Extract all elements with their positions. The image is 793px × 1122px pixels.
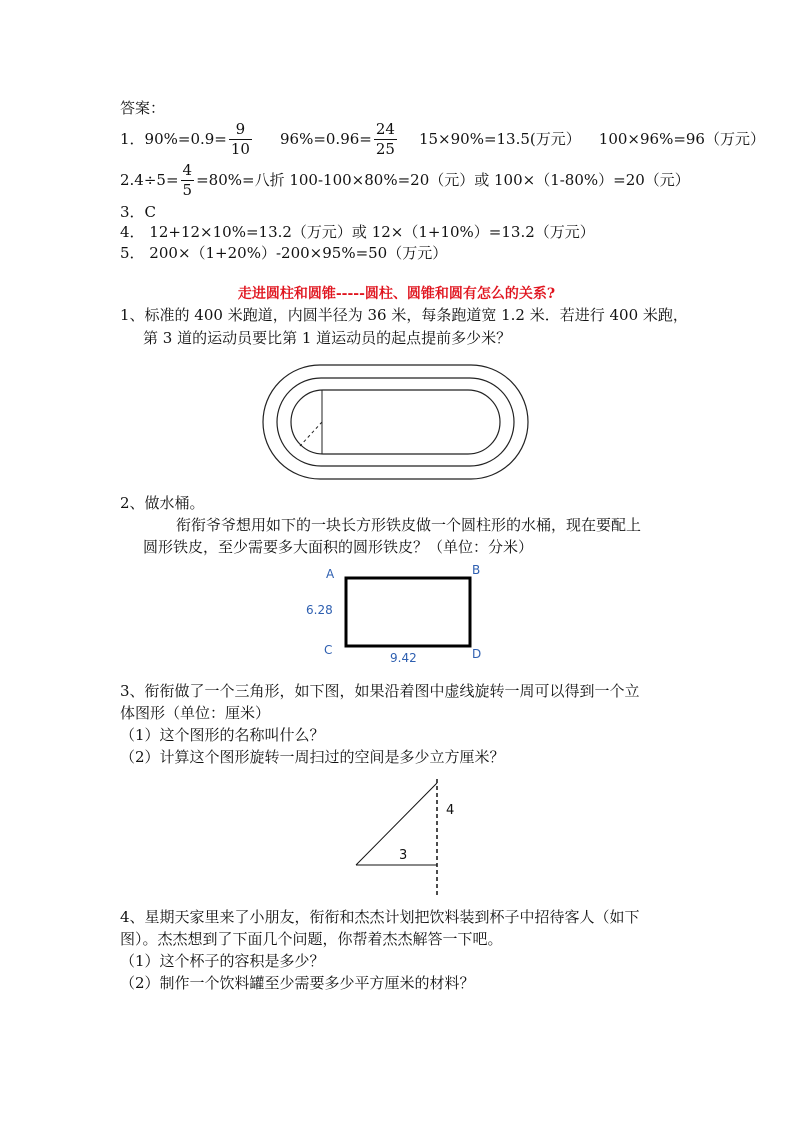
- fraction-numerator: 24: [375, 119, 395, 138]
- q3-sub-2: （2）计算这个图形旋转一周扫过的空间是多少立方厘米？: [120, 748, 505, 766]
- q3-line-1: 3、衔衔做了一个三角形，如下图，如果沿着图中虚线旋转一周可以得到一个立: [120, 682, 640, 700]
- answer-line-5: 5． 200×（1+20%）-200×95%=50（万元）: [120, 244, 448, 262]
- vertex-label-d: D: [472, 647, 482, 661]
- running-track-figure: [255, 358, 535, 486]
- radius-dashed-line: [300, 422, 322, 446]
- answer-1-text-a: 1．90%=0.9=: [120, 130, 227, 148]
- base-label: 3: [399, 848, 408, 863]
- q4-line-2: 图）。杰杰想到了下面几个问题，你帮着杰杰解答一下吧。: [120, 930, 503, 948]
- fraction-numerator: 9: [229, 120, 252, 140]
- q3-sub-1: （1）这个图形的名称叫什么？: [120, 726, 325, 744]
- fraction-24-25: [374, 120, 397, 159]
- triangle-hypotenuse: [356, 783, 437, 865]
- q4-line-1: 4、星期天家里来了小朋友，衔衔和杰杰计划把饮料装到杯子中招待客人（如下: [120, 908, 640, 926]
- vertex-label-a: A: [326, 567, 335, 581]
- answers-heading: 答案：: [120, 99, 166, 117]
- answer-line-1: [120, 118, 765, 160]
- fraction-4-5: [181, 161, 195, 200]
- vertex-label-c: C: [324, 643, 333, 657]
- answer-line-2: [120, 160, 690, 200]
- q1-line-1: 1、标准的 400 米跑道，内圆半径为 36 米，每条跑道宽 1.2 米．若进行 400 米跑，: [120, 306, 688, 324]
- answer-line-4: 4． 12+12×10%=13.2（万元）或 12×（1+10%）=13.2（万元）: [120, 223, 595, 241]
- answer-1-text-b: 96%=0.96=: [279, 130, 372, 148]
- height-label: 6.28: [306, 603, 333, 617]
- q1-line-2: 第 3 道的运动员要比第 1 道运动员的起点提前多少米？: [143, 329, 512, 347]
- q3-line-2: 体图形（单位：厘米）: [120, 704, 271, 722]
- height-label: 4: [446, 803, 455, 818]
- q2-line-2: 圆形铁皮，至少需要多大面积的圆形铁皮？（单位：分米）: [143, 538, 534, 556]
- fraction-9-10: [229, 120, 252, 159]
- width-label: 9.42: [390, 651, 417, 665]
- fraction-denominator: 10: [230, 139, 250, 158]
- q2-line-1: 衔衔爷爷想用如下的一块长方形铁皮做一个圆柱形的水桶，现在要配上: [176, 516, 642, 534]
- fraction-numerator: 4: [182, 160, 193, 179]
- rectangle-figure: [300, 560, 490, 665]
- answer-line-3: 3．C: [120, 203, 157, 221]
- section-title: 走进圆柱和圆锥-----圆柱、圆锥和圆有怎么的关系?: [237, 286, 556, 302]
- fraction-denominator: 5: [182, 180, 193, 199]
- vertex-label-b: B: [472, 563, 481, 577]
- triangle-figure: [340, 775, 470, 900]
- fraction-denominator: 25: [375, 139, 395, 158]
- q4-sub-1: （1）这个杯子的容积是多少？: [120, 952, 325, 970]
- answer-2-text-a: 2.4÷5=: [120, 171, 179, 189]
- answer-1-text-c: 15×90%=13.5(万元）: [418, 130, 581, 148]
- q2-title: 2、做水桶。: [120, 494, 205, 512]
- q4-sub-2: （2）制作一个饮料罐至少需要多少平方厘米的材料？: [120, 974, 475, 992]
- rectangle-shape: [346, 578, 470, 646]
- answer-2-text-b: =80%=八折 100-100×80%=20（元）或 100×（1-80%）=20（元）: [196, 171, 690, 189]
- answer-1-text-d: 100×96%=96（万元）: [598, 130, 765, 148]
